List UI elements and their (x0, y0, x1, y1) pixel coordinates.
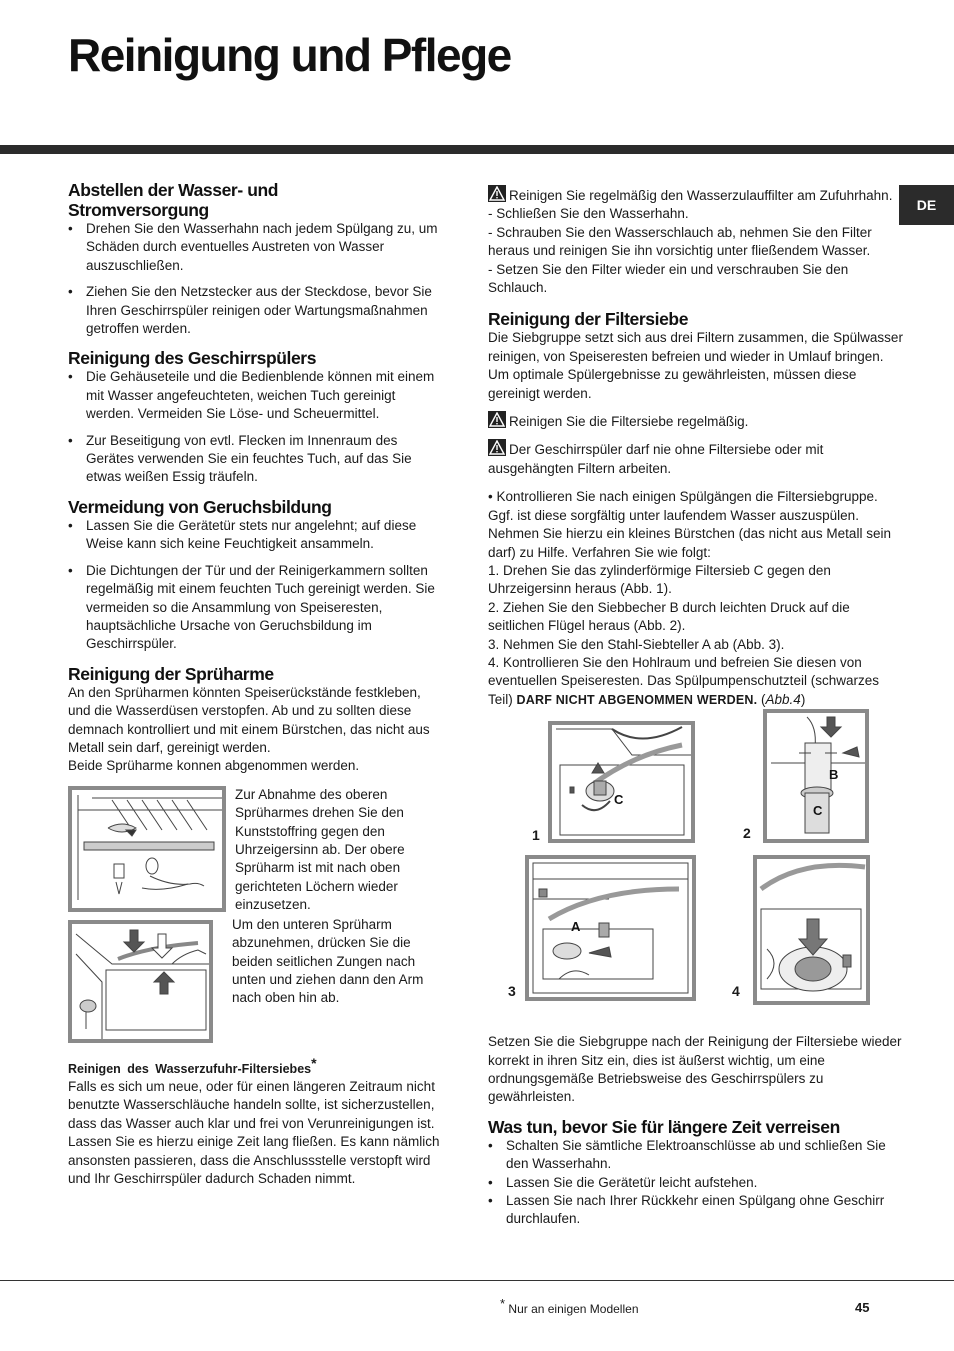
list-item: • Lassen Sie die Gerätetür leicht aufstehen. (488, 1174, 906, 1192)
inlet-filter-warning (488, 185, 906, 297)
lower-arm-figure-row (68, 916, 446, 1050)
filters-warning-2 (488, 439, 906, 478)
lower-spray-arm-illustration (68, 920, 213, 1043)
footnote-marker: * (500, 1296, 506, 1311)
section-title-shutoff (68, 180, 446, 220)
figure-label-b: B (829, 767, 839, 783)
filter-figures (488, 721, 906, 1019)
figure-label-c: C (813, 803, 823, 819)
cleaning-list (68, 368, 446, 486)
list-item: • Lassen Sie nach Ihrer Rückkehr einen Spülgang ohne Geschirr durchlaufen. (488, 1192, 906, 1229)
spray-arms-text-2: Beide Sprüharme konnen abgenommen werden. (68, 758, 360, 774)
section-title-inlet-filter (68, 1054, 446, 1078)
warning-text: Der Geschirrspüler darf nie ohne Filtersiebe oder mit ausgehängten Filtern arbeiten. (488, 442, 824, 476)
inlet-filter-text: Falls es sich um neue, oder für einen längeren Zeitraum nicht benutzte Wasserschläuche handeln sollte, ist sicherzustellen, dass das Wasser auch klar und frei von Verunreinigungen ist. Lassen Sie es hierzu einige Zeit lang fließen. Es kann nämlich ansonsten passieren, dass die Anschlussstelle verstopft wird und Ihr Geschirrspüler dadurch Schaden nimmt. (68, 1078, 440, 1186)
figure-number-1: 1 (532, 827, 540, 844)
upper-spray-arm-illustration (68, 786, 226, 912)
footnote-text: Nur an einigen Modellen (508, 1302, 639, 1316)
step-4 (488, 654, 906, 709)
figure-4 (753, 855, 870, 1005)
warning-icon (488, 439, 506, 456)
lower-spray-arm-drawing (72, 924, 209, 1039)
upper-arm-instructions: Zur Abnahme des oberen Sprüharmes drehen Sie den Kunststoffring gegen den Uhrzeigersinn ab. Der obere Sprüharm ist mit nach oben gerichteten Löchern wieder einzusetzen. (235, 786, 405, 913)
footer-rule (0, 1280, 954, 1281)
right-column (488, 185, 906, 1229)
figure-4-drawing (757, 859, 866, 1001)
page-number: 45 (855, 1300, 870, 1315)
left-column (68, 180, 446, 1188)
step-3: 3. Nehmen Sie den Stahl-Siebteller A ab (Abb. 3). (488, 636, 785, 652)
list-item: • Schalten Sie sämtliche Elektroanschlüsse ab und schließen Sie den Wasserhahn. (488, 1137, 906, 1174)
warning-text: Reinigen Sie die Filtersiebe regelmäßig. (509, 414, 749, 430)
shutoff-list (68, 220, 446, 338)
spray-arms-text: An den Sprüharmen könnten Speiserückstände festkleben, und die Wasserdüsen verstopfen. Ab und zu sollten diese demnach kontrolliert und mit einem Bürstchen, das nicht aus Metall sein darf, gereinigt werden. (68, 684, 430, 755)
list-item: • Lassen Sie die Gerätetür stets nur angelehnt; auf diese Weise kann sich keine Feuchtigkeit ansammeln. (68, 517, 446, 554)
step-1: 1. Drehen Sie das zylinderförmige Filtersieb C gegen den Uhrzeigersinn heraus (Abb. 1). (488, 562, 831, 597)
list-item: • Die Dichtungen der Tür und der Reinigerkammern sollten regelmäßig mit einem feuchten Tuch gereinigt werden. Sie vermeiden so die Ansammlung von Speiseresten, hauptsächliche Ursache von Geruchsbildung im Geschirrspüler. (68, 562, 446, 654)
footnote-marker: * (311, 1054, 317, 1071)
step-text: - Schrauben Sie den Wasserschlauch ab, nehmen Sie den Filter heraus und reinigen Sie ihn vorsichtig unter fließendem Wasser. (488, 224, 872, 259)
section-title-filters: Reinigung der Filtersiebe (488, 309, 689, 330)
warning-text: Reinigen Sie regelmäßig den Wasserzulauffilter am Zufuhrhahn. (509, 188, 893, 203)
list-item: • Die Gehäuseteile und die Bedienblende können mit einem mit Wasser angefeuchteten, weichen Tuch gereinigt werden. Vermeiden Sie Löse- und Scheuermittel. (68, 368, 446, 423)
step-4-text: 4. Kontrollieren Sie den Hohlraum und befreien Sie diesen von eventuellen Speiseresten. Das Spülpumpenschutzteil (schwarzes Teil) (488, 654, 879, 707)
figure-number-3: 3 (508, 983, 516, 1000)
upper-arm-figure-row (68, 786, 446, 918)
warning-icon (488, 411, 506, 428)
figure-3-drawing (529, 859, 692, 997)
section-title-odor: Vermeidung von Geruchsbildung (68, 496, 332, 517)
figure-label-a: A (571, 919, 581, 935)
step-text: - Schließen Sie den Wasserhahn. (488, 206, 689, 222)
section-title-travel: Was tun, bevor Sie für längere Zeit verreisen (488, 1116, 840, 1137)
page-title: Reinigung und Pflege (68, 29, 511, 81)
warning-icon (488, 185, 506, 202)
check-intro: • Kontrollieren Sie nach einigen Spülgängen die Filtersiebgruppe. Ggf. ist diese sorgfältig unter laufendem Wasser auszuspülen. Nehmen Sie hierzu ein kleines Bürstchen (das nicht aus Metall sein darf) zu Hilfe. Verfahren Sie wie folgt: (488, 489, 891, 560)
step-text: - Setzen Sie den Filter wieder ein und verschrauben Sie den Schlauch. (488, 261, 849, 296)
paren: ( (761, 691, 766, 707)
header-rule (0, 145, 954, 154)
step-4-warning: DARF NICHT ABGENOMMEN WERDEN. (516, 692, 758, 707)
figure-1-drawing (552, 725, 691, 839)
list-item: • Drehen Sie den Wasserhahn nach jedem Spülgang zu, um Schäden durch eventuelles Austreten von Wasser auszuschließen. (68, 220, 446, 275)
figure-2 (763, 709, 869, 843)
filters-warning-1 (488, 411, 906, 431)
travel-list (488, 1137, 906, 1229)
odor-list (68, 517, 446, 654)
figure-3 (525, 855, 696, 1001)
footnote (500, 1296, 639, 1316)
upper-spray-arm-drawing (72, 790, 222, 908)
section-title-line: Abstellen der Wasser- und (68, 180, 279, 200)
filters-text: Die Siebgruppe setzt sich aus drei Filtern zusammen, die Spülwasser reinigen, von Speiseresten befreien und wieder in Umlauf bringen. Um optimale Spülergebnisse zu gewährleisten, müssen diese gereinigt werden. (488, 330, 903, 401)
inlet-filter-title: Reinigen des Wasserzufuhr-Filtersiebes (68, 1061, 312, 1076)
list-item: • Ziehen Sie den Netzstecker aus der Steckdose, bevor Sie Ihren Geschirrspüler reinigen oder Wartungsmaßnahmen getroffen werden. (68, 283, 446, 338)
figure-number-4: 4 (732, 983, 740, 1000)
figure-ref: Abb.4 (765, 691, 801, 707)
step-2: 2. Ziehen Sie den Siebbecher B durch leichten Druck auf die seitlichen Flügel heraus (Abb. 2). (488, 599, 850, 634)
reinstall-text: Setzen Sie die Siebgruppe nach der Reinigung der Filtersiebe wieder korrekt in ihren Sitz ein, dies ist äußerst wichtig, um eine ordnungsgemäße Betriebsweise des Geschirrspülers zu gewährleisten. (488, 1034, 902, 1105)
figure-1 (548, 721, 695, 843)
section-title-cleaning: Reinigung des Geschirrspülers (68, 348, 317, 369)
language-tab: DE (899, 185, 954, 225)
figure-2-drawing (767, 713, 865, 839)
section-title-line: Stromversorgung (68, 200, 209, 220)
lower-arm-instructions: Um den unteren Sprüharm abzunehmen, drücken Sie die beiden seitlichen Zungen nach unten und ziehen dann den Arm nach oben hin ab. (232, 916, 424, 1006)
figure-label-c: C (614, 792, 624, 808)
figure-number-2: 2 (743, 825, 751, 842)
list-item: • Zur Beseitigung von evtl. Flecken im Innenraum des Gerätes verwenden Sie ein feuchtes Tuch, auf das Sie etwas weißen Essig träufeln. (68, 432, 446, 487)
section-title-spray-arms: Reinigung der Sprüharme (68, 663, 274, 684)
paren: ) (800, 691, 806, 707)
